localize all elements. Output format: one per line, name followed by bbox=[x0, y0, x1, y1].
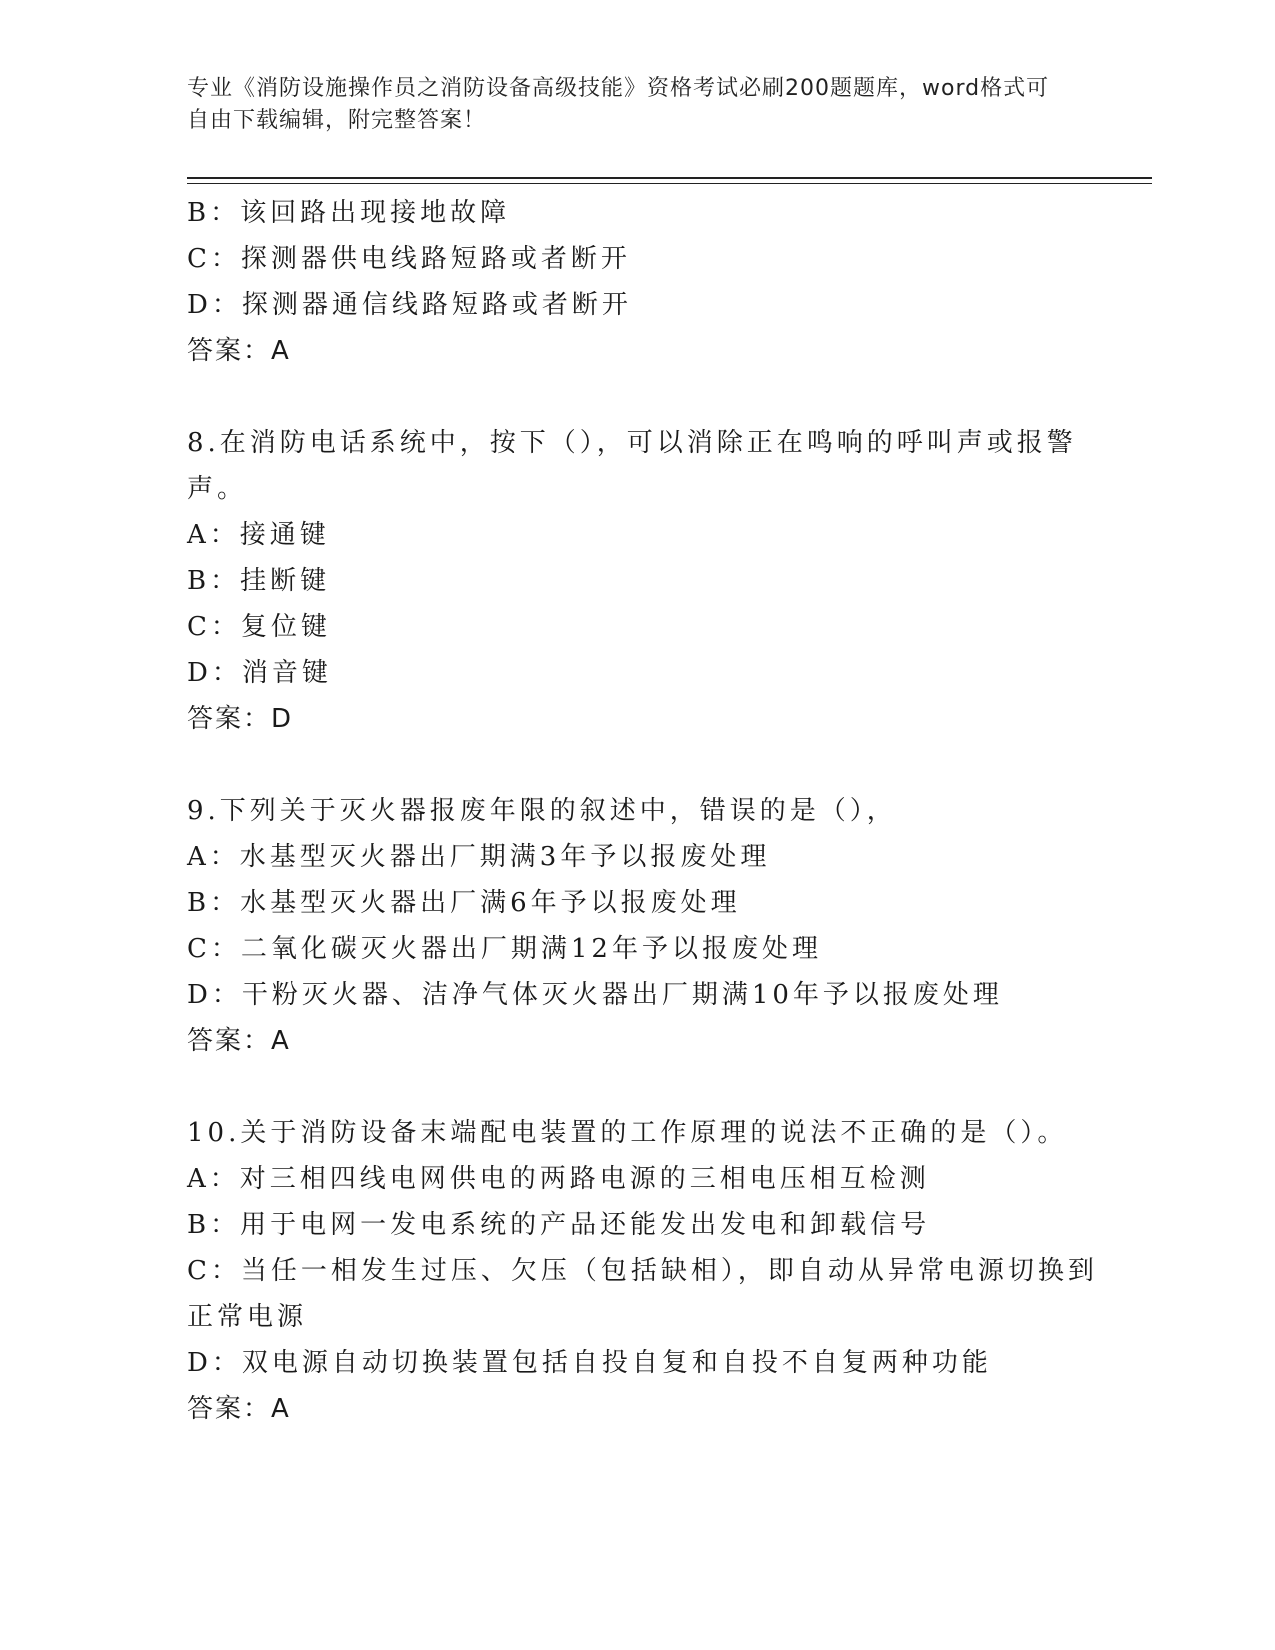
option-a: A：接通键 bbox=[187, 520, 330, 550]
option-d: D：消音键 bbox=[187, 658, 332, 688]
question-10 bbox=[187, 1110, 1098, 1432]
header-divider-thick bbox=[187, 177, 1152, 179]
option-d: D：探测器通信线路短路或者断开 bbox=[187, 290, 632, 320]
option-c: C：探测器供电线路短路或者断开 bbox=[187, 244, 631, 274]
option-c-continued: 正常电源 bbox=[187, 1302, 308, 1332]
spacer bbox=[187, 1064, 1087, 1110]
question-8 bbox=[187, 420, 1087, 742]
document-header: 专业《消防设施操作员之消防设备高级技能》资格考试必刷200题题库，word格式可自由下载编辑，附完整答案！ bbox=[187, 76, 1050, 133]
option-b: B：该回路出现接地故障 bbox=[187, 198, 511, 228]
question-stem: 8.在消防电话系统中，按下（），可以消除正在鸣响的呼叫声或报警 bbox=[187, 428, 1077, 458]
option-b: B：挂断键 bbox=[187, 566, 331, 596]
option-d: D：双电源自动切换装置包括自投自复和自投不自复两种功能 bbox=[187, 1348, 992, 1378]
spacer bbox=[187, 742, 1087, 788]
question-stem-continued: 声。 bbox=[187, 474, 248, 504]
answer: 答案：D bbox=[187, 704, 294, 734]
option-b: B：水基型灭火器出厂满6年予以报废处理 bbox=[187, 888, 741, 918]
question-stem: 9.下列关于灭火器报废年限的叙述中，错误的是（）， bbox=[187, 796, 897, 826]
question-7-tail bbox=[187, 190, 1087, 374]
header-divider-thin bbox=[187, 183, 1152, 184]
question-stem: 10.关于消防设备末端配电装置的工作原理的说法不正确的是（）。 bbox=[187, 1118, 1068, 1148]
option-c: C：当任一相发生过压、欠压（包括缺相），即自动从异常电源切换到 bbox=[187, 1256, 1098, 1286]
answer: 答案：A bbox=[187, 1026, 291, 1056]
answer: 答案：A bbox=[187, 1394, 291, 1424]
question-list bbox=[187, 190, 1098, 1432]
answer: 答案：A bbox=[187, 336, 291, 366]
option-c: C：复位键 bbox=[187, 612, 331, 642]
question-9 bbox=[187, 788, 1087, 1064]
option-a: A：水基型灭火器出厂期满3年予以报废处理 bbox=[187, 842, 771, 872]
spacer bbox=[187, 374, 1087, 420]
option-c: C：二氧化碳灭火器出厂期满12年予以报废处理 bbox=[187, 934, 822, 964]
option-a: A：对三相四线电网供电的两路电源的三相电压相互检测 bbox=[187, 1164, 930, 1194]
option-d: D：干粉灭火器、洁净气体灭火器出厂期满10年予以报废处理 bbox=[187, 980, 1003, 1010]
option-b: B：用于电网一发电系统的产品还能发出发电和卸载信号 bbox=[187, 1210, 931, 1240]
